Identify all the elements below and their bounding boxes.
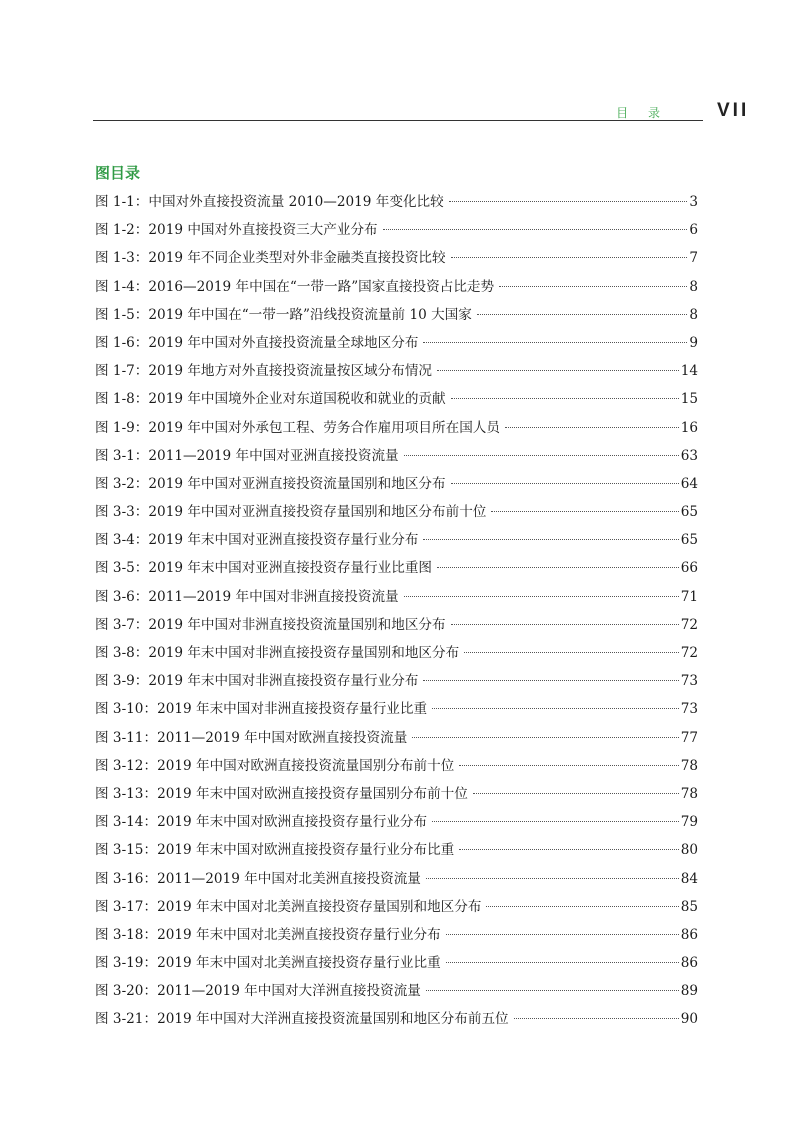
figure-label: 图 1-1： [95,194,149,210]
page-number: 16 [680,419,698,436]
page-number: 86 [680,955,698,972]
figure-label: 图 3-21： [95,1011,158,1028]
page-number: 89 [680,983,698,1000]
toc-entry[interactable] [95,498,698,526]
toc-entry[interactable] [95,470,698,498]
dot-leader [404,455,679,456]
dot-leader [432,708,679,709]
figure-title: 中国对外直接投资流量 2010—2019 年变化比较 [148,194,444,210]
figure-title: 2019 年中国对非洲直接投资流量国别和地区分布 [148,616,446,633]
figure-title: 2011—2019 年中国对北美洲直接投资流量 [157,870,421,887]
figure-title: 2019 年末中国对欧洲直接投资存量行业分布 [157,814,428,831]
page-number: 9 [689,334,698,351]
toc-entry[interactable] [95,865,698,893]
figure-title: 2019 年中国境外企业对东道国税收和就业的贡献 [148,391,446,408]
figure-label: 图 1-8： [95,391,149,408]
dot-leader [451,398,679,399]
figure-label: 图 3-17： [95,898,158,915]
toc-entry[interactable] [95,216,698,244]
figure-title: 2019 年中国对大洋洲直接投资流量国别和地区分布前五位 [157,1011,509,1028]
header-rule [93,120,703,121]
toc-entry[interactable] [95,893,698,921]
dot-leader [426,878,679,879]
figure-label: 图 1-7： [95,363,149,380]
figure-title: 2019 年中国对外承包工程、劳务合作雇用项目所在国人员 [148,419,500,436]
dot-leader [491,511,678,512]
toc-entry[interactable] [95,329,698,357]
dot-leader [412,737,678,738]
figure-title: 2011—2019 年中国对非洲直接投资流量 [148,588,399,605]
figure-title: 2019 年中国对外直接投资流量全球地区分布 [148,334,419,351]
figure-title: 2019 年地方对外直接投资流量按区域分布情况 [148,363,433,380]
figure-label: 图 3-20： [95,983,158,1000]
page-number: 77 [680,729,698,746]
dot-leader [449,201,688,202]
page-number: 78 [680,785,698,802]
page-number: 8 [689,278,698,295]
toc-entry[interactable] [95,639,698,667]
toc-entry[interactable] [95,836,698,864]
figure-label: 图 1-6： [95,334,149,351]
figure-title: 2019 年中国对亚洲直接投资存量国别和地区分布前十位 [148,504,487,521]
page-number: 65 [680,532,698,549]
figure-title: 2019 中国对外直接投资三大产业分布 [148,222,378,239]
dot-leader [451,624,679,625]
figure-title: 2019 年末中国对北美洲直接投资存量国别和地区分布 [157,898,482,915]
dot-leader [446,934,679,935]
dot-leader [514,1018,679,1019]
figure-title: 2019 年中国对亚洲直接投资流量国别和地区分布 [148,475,446,492]
dot-leader [383,229,688,230]
page-number: 71 [680,588,698,605]
page-number: 72 [680,616,698,633]
page-number: 72 [680,645,698,661]
figure-title: 2019 年末中国对非洲直接投资存量国别和地区分布 [148,645,460,661]
page-number: 8 [689,306,698,323]
toc-entry[interactable] [95,695,698,723]
figure-label: 图 3-7： [95,616,149,633]
toc-entry[interactable] [95,442,698,470]
toc-entry[interactable] [95,1005,698,1033]
page-number: 7 [689,250,698,267]
toc-entry[interactable] [95,752,698,780]
page-number: 6 [689,222,698,239]
figure-title: 2011—2019 年中国对欧洲直接投资流量 [157,729,408,746]
toc-entry[interactable] [95,244,698,272]
page-number: 73 [680,701,698,718]
toc-entry[interactable] [95,583,698,611]
page-number: 84 [680,870,698,887]
dot-leader [437,370,679,371]
page-number: 80 [680,842,698,859]
dot-leader [437,567,679,568]
figure-label: 图 1-4： [95,278,149,295]
figure-label: 图 3-12： [95,757,158,774]
figure-title: 2011—2019 年中国对亚洲直接投资流量 [148,447,399,464]
toc-entry[interactable] [95,554,698,582]
figure-label: 图 3-10： [95,701,158,718]
dot-leader [451,483,679,484]
figure-label: 图 3-4： [95,532,149,549]
page-number: 3 [689,194,698,210]
page-number: 15 [680,391,698,408]
dot-leader [473,793,679,794]
figure-title: 2019 年末中国对亚洲直接投资存量行业分布 [148,532,419,549]
page-number: 66 [680,560,698,577]
page-number: 86 [680,926,698,943]
figure-title: 2019 年末中国对亚洲直接投资存量行业比重图 [148,560,433,577]
figure-title: 2019 年末中国对北美洲直接投资存量行业分布 [157,926,441,943]
dot-leader [423,539,678,540]
figure-label: 图 3-14： [95,814,158,831]
dot-leader [423,680,678,681]
page-number: 14 [680,363,698,380]
figure-title: 2019 年不同企业类型对外非金融类直接投资比较 [148,250,446,267]
page-number: 85 [680,898,698,915]
figure-title: 2019 年中国对欧洲直接投资流量国别分布前十位 [157,757,455,774]
page-number: 63 [680,447,698,464]
dot-leader [464,652,678,653]
dot-leader [486,906,678,907]
toc-entry[interactable] [95,724,698,752]
page-number: 78 [680,757,698,774]
figure-label: 图 3-3： [95,504,149,521]
dot-leader [446,962,679,963]
toc-entry[interactable] [95,414,698,442]
toc-entry[interactable] [95,667,698,695]
dot-leader [477,314,687,315]
dot-leader [459,765,678,766]
page-number: 65 [680,504,698,521]
figure-title: 2016—2019 年中国在“一带一路”国家直接投资占比走势 [148,278,495,295]
figure-label: 图 3-2： [95,475,149,492]
page-number: 73 [680,673,698,690]
figure-list [95,188,698,1034]
dot-leader [451,257,688,258]
toc-entry[interactable] [95,780,698,808]
figure-label: 图 3-11： [95,729,158,746]
toc-entry[interactable] [95,385,698,413]
running-header [93,96,750,122]
toc-entry[interactable] [95,611,698,639]
figure-label: 图 1-9： [95,419,149,436]
figure-label: 图 3-5： [95,560,149,577]
page-number: 64 [680,475,698,492]
dot-leader [426,990,679,991]
figure-label: 图 3-1： [95,447,149,464]
dot-leader [423,342,687,343]
toc-entry[interactable] [95,273,698,301]
figure-title: 2019 年末中国对欧洲直接投资存量行业分布比重 [157,842,455,859]
figure-label: 图 3-6： [95,588,149,605]
page-number: 79 [680,814,698,831]
figure-title: 2019 年末中国对非洲直接投资存量行业比重 [157,701,428,718]
figure-title: 2019 年末中国对非洲直接投资存量行业分布 [148,673,419,690]
dot-leader [499,286,687,287]
page-number: 90 [680,1011,698,1028]
toc-entry[interactable] [95,301,698,329]
toc-entry[interactable] [95,921,698,949]
toc-entry[interactable] [95,526,698,554]
figure-title: 2019 年末中国对北美洲直接投资存量行业比重 [157,955,441,972]
figure-title: 2019 年末中国对欧洲直接投资存量国别分布前十位 [157,785,468,802]
figure-label: 图 3-16： [95,870,158,887]
figure-label: 图 1-3： [95,250,149,267]
figure-label: 图 3-13： [95,785,158,802]
toc-entry[interactable] [95,977,698,1005]
dot-leader [432,821,679,822]
figure-title: 2019 年中国在“一带一路”沿线投资流量前 10 大国家 [148,306,472,323]
toc-entry[interactable] [95,949,698,977]
section-title: 图目录 [95,164,141,182]
figure-label: 图 3-19： [95,955,158,972]
header-page-number: VII [717,100,750,121]
toc-entry[interactable] [95,808,698,836]
toc-entry[interactable] [95,188,698,216]
toc-entry[interactable] [95,357,698,385]
figure-label: 图 1-2： [95,222,149,239]
figure-label: 图 3-15： [95,842,158,859]
header-section-label: 目 录 [616,106,668,120]
figure-label: 图 3-18： [95,926,158,943]
dot-leader [404,596,679,597]
figure-label: 图 3-9： [95,673,149,690]
figure-label: 图 3-8： [95,645,149,661]
dot-leader [505,427,679,428]
dot-leader [459,849,678,850]
figure-label: 图 1-5： [95,306,149,323]
figure-title: 2011—2019 年中国对大洋洲直接投资流量 [157,983,421,1000]
